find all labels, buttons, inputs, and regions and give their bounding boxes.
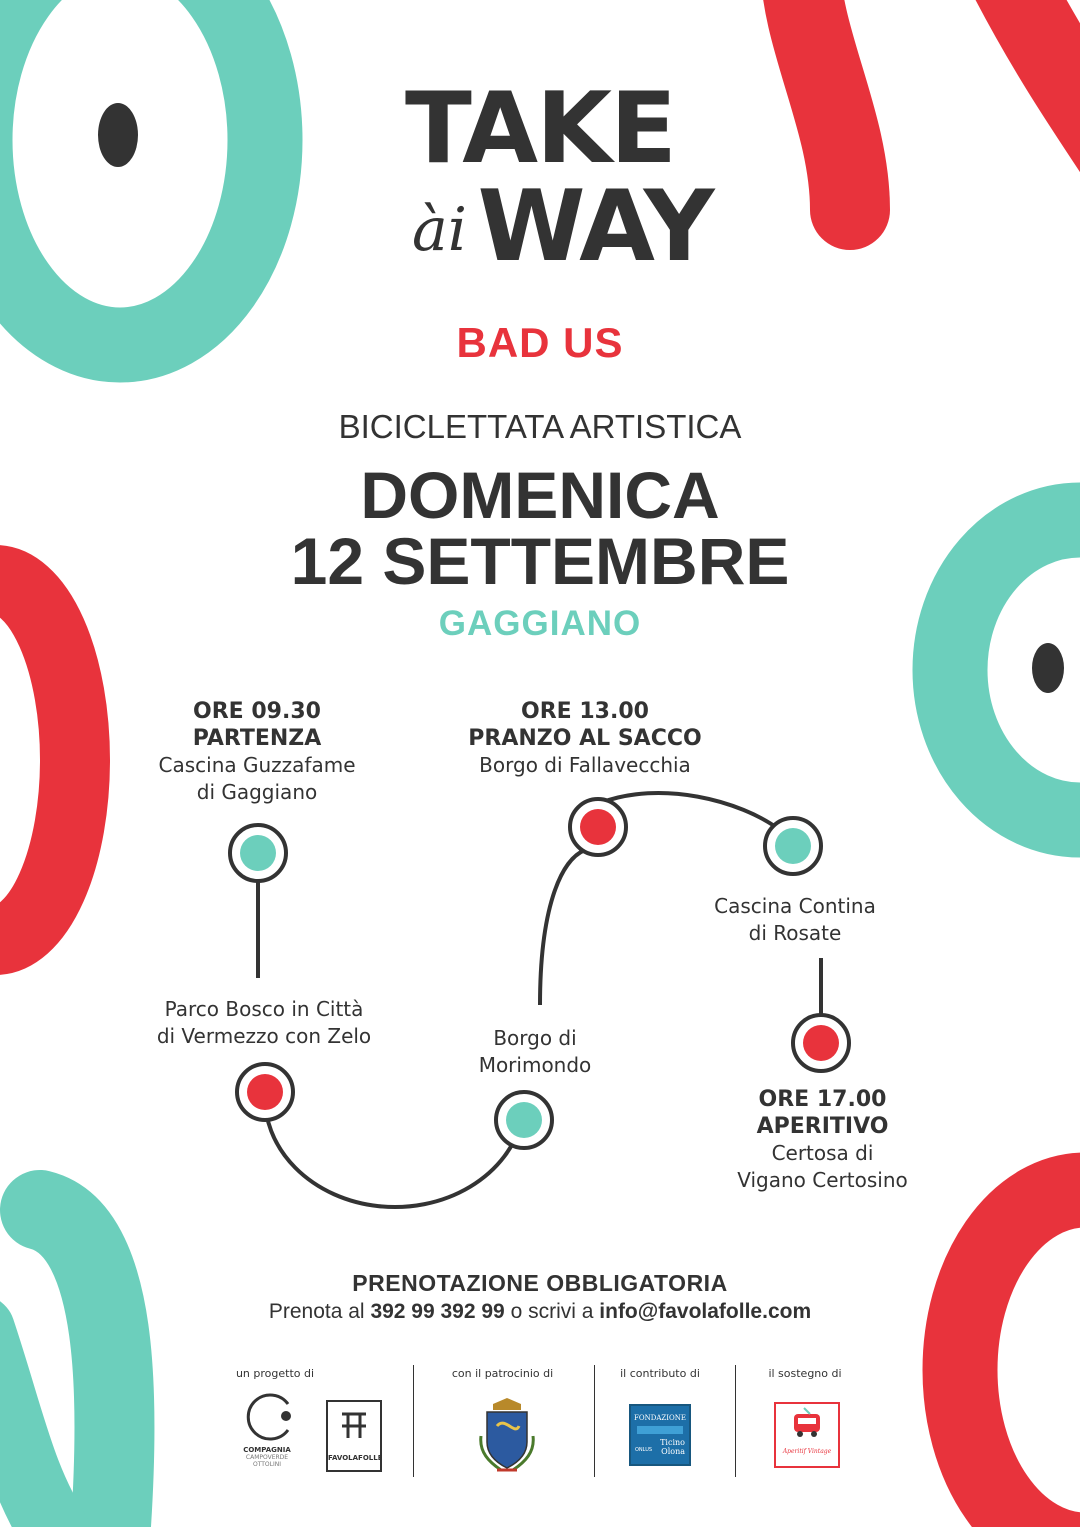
stop-morimondo-place-2: Morimondo [478,1053,592,1077]
separator-2 [594,1365,595,1477]
stop-pranzo-time: ORE 13.00 [521,699,649,724]
coat-of-arms-logo [475,1396,539,1476]
coat-of-arms-icon [475,1396,539,1476]
aperitif-vintage-logo [774,1402,840,1468]
stop-pranzo-title: PRANZO AL SACCO [468,726,702,751]
project-label: un progetto di [235,1367,315,1380]
stop-parco-place: Parco Bosco in Città [164,997,364,1021]
favolafolle-logo [326,1400,382,1472]
booking-email[interactable]: info@favolafolle.com [599,1300,812,1323]
booking-phone[interactable]: 392 99 392 99 [370,1300,505,1323]
fondazione-logo [629,1404,691,1466]
compagnia-line1: COMPAGNIA [243,1446,291,1454]
separator-1 [413,1365,414,1477]
compagnia-line3: OTTOLINI [252,1461,282,1468]
marker-parco [237,1064,293,1120]
fondazione-small: ONLUS [635,1447,653,1453]
stop-partenza-place-2: di Gaggiano [196,780,318,804]
event-location: GAGGIANO [438,604,642,643]
logo-take: TAKE [405,72,675,186]
event-date: 12 SETTEMBRE [290,524,790,598]
stop-pranzo [430,698,740,779]
fondazione-line3: Olona [661,1447,685,1456]
stop-partenza-time: ORE 09.30 [193,699,321,724]
stop-contina-place: Cascina Contina [714,894,876,918]
stop-contina-place-2: di Rosate [748,921,842,945]
event-subtitle: BAD US [456,319,624,366]
marker-aperitivo [793,1015,849,1071]
stop-aperitivo-place: Certosa di [771,1141,874,1165]
marker-pranzo [570,799,626,855]
booking-title: PRENOTAZIONE OBBLIGATORIA [352,1270,728,1296]
contribution-label: il contributo di [620,1367,700,1380]
logo-bike-mark: ài [412,195,467,265]
route-curve-bottom [265,1092,522,1207]
separator-3 [735,1365,736,1477]
stop-morimondo-place: Borgo di [493,1026,577,1050]
stop-parco [130,996,398,1050]
stop-aperitivo-time: ORE 17.00 [758,1087,887,1112]
logo-way-text: WAY [477,170,713,284]
fondazione-line1: FONDAZIONE [634,1414,686,1422]
fondazione-line2: Ticino [660,1438,685,1447]
stop-aperitivo-place-2: Vigano Certosino [737,1168,908,1192]
stop-partenza [137,698,377,806]
booking-mid: o scrivi a [510,1300,594,1323]
stop-morimondo [440,1025,630,1079]
event-type: BICICLETTATA ARTISTICA [338,408,742,445]
favolafolle-icon [328,1402,380,1450]
compagnia-circle-icon [236,1392,298,1442]
marker-contina [765,818,821,874]
route-curve-up [540,850,585,1005]
stop-aperitivo-title: APERITIVO [756,1114,889,1139]
stop-contina [690,893,900,947]
event-day: DOMENICA [360,458,720,532]
booking-line [0,1300,1080,1324]
aperitif-text: Aperitif Vintage [782,1448,832,1455]
favolafolle-text: FAVOLAFOLLE [328,1454,383,1462]
booking-pre: Prenota al [268,1300,365,1323]
support-label: il sostegno di [768,1367,842,1380]
marker-morimondo [496,1092,552,1148]
fondazione-river-icon [637,1426,683,1434]
stop-partenza-place: Cascina Guzzafame [158,753,356,777]
stop-partenza-title: PARTENZA [192,726,322,751]
compagnia-logo [236,1392,298,1476]
stop-aperitivo [710,1086,935,1194]
stop-pranzo-place: Borgo di Fallavecchia [479,753,691,777]
vintage-van-icon [776,1404,838,1444]
compagnia-line2: CAMPOVERDE [245,1454,289,1461]
stop-parco-place-2: di Vermezzo con Zelo [156,1024,372,1048]
patronage-label: con il patrocinio di [451,1367,554,1380]
marker-partenza [230,825,286,881]
